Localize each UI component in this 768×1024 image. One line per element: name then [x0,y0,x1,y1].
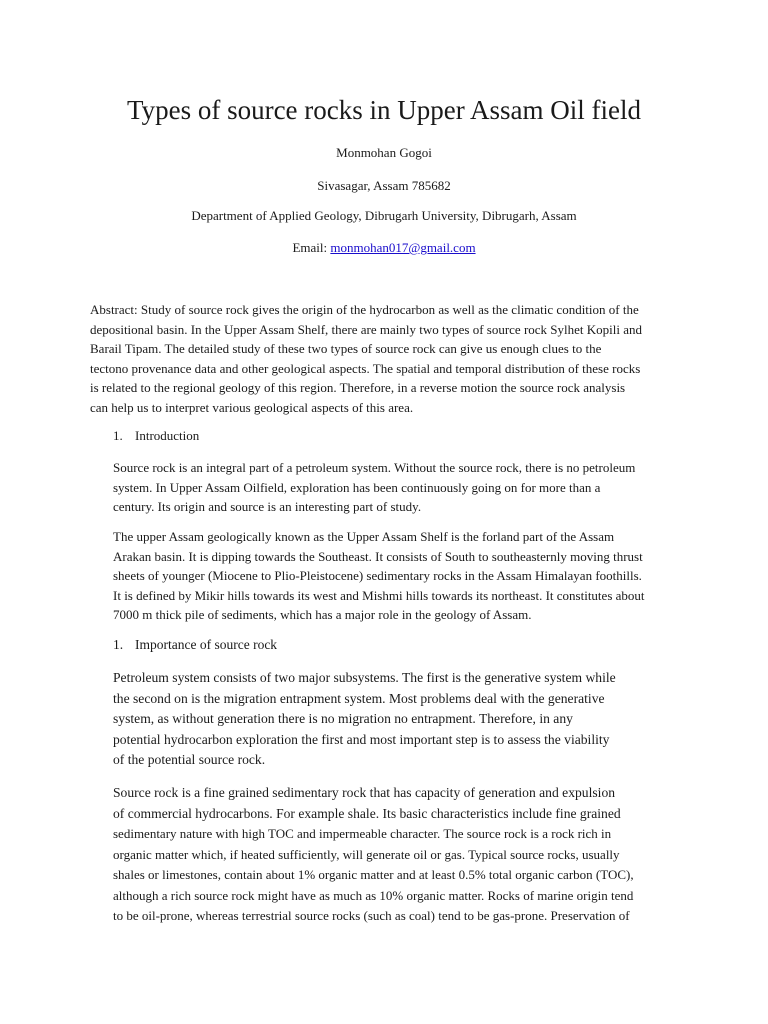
paragraph-line: sheets of younger (Miocene to Plio-Pleistocene) sedimentary rocks in the Assam Himalayan foothills. [113,568,642,583]
section-heading-introduction [113,427,199,445]
paper-title: Types of source rocks in Upper Assam Oil field [126,95,641,125]
introduction-paragraph-2 [113,527,673,625]
section-heading-importance [113,636,277,654]
section-number: 1. [113,428,123,443]
paragraph-line: although a rich source rock might have as much as 10% organic matter. Rocks of marine origin tend [113,887,634,903]
paragraph-line: century. Its origin and source is an interesting part of study. [113,499,422,514]
paragraph-line: of commercial hydrocarbons. For example shale. Its basic characteristics include fine grained [113,805,621,821]
author-email-line [0,239,768,257]
abstract [90,300,690,417]
email-link[interactable]: monmohan017@gmail.com [330,240,476,255]
abstract-line: Barail Tipam. The detailed study of these two types of source rock can give us enough clues to the [90,341,602,356]
paragraph-line: 7000 m thick pile of sediments, which has a major role in the geology of Assam. [113,607,532,622]
section-heading-text: Importance of source rock [135,637,278,652]
paragraph-line: Petroleum system consists of two major subsystems. The first is the generative system while [113,670,616,685]
paragraph-line: to be oil-prone, whereas terrestrial source rocks (such as coal) tend to be gas-prone. Preservation of [113,908,630,923]
abstract-line: depositional basin. In the Upper Assam Shelf, there are mainly two types of source rock Sylhet Kopili and [90,321,643,337]
paragraph-line: sedimentary nature with high TOC and impermeable character. The source rock is a rock rich in [113,826,612,841]
author-location: Sivasagar, Assam 785682 [317,178,451,193]
abstract-line: Abstract: Study of source rock gives the origin of the hydrocarbon as well as the climatic condition of the [90,302,639,317]
paragraph-line: Source rock is a fine grained sedimentary rock that has capacity of generation and expulsion [113,785,616,800]
paragraph-line: the second on is the migration entrapment system. Most problems deal with the generative [113,690,605,706]
email-label: Email: [292,240,328,255]
paragraph-line: Source rock is an integral part of a petroleum system. Without the source rock, there is no petroleum [113,460,636,475]
section-number: 1. [113,637,124,652]
author-department: Department of Applied Geology, Dibrugarh University, Dibrugarh, Assam [191,208,577,223]
author-name: Monmohan Gogoi [336,145,432,160]
paragraph-line: potential hydrocarbon exploration the first and most important step is to assess the viability [113,731,610,747]
paragraph-line: organic matter which, if heated sufficiently, will generate oil or gas. Typical source rocks, usually [113,846,620,862]
abstract-line: is related to the regional geology of this region. Therefore, in a reverse motion the source rock analysis [90,380,626,395]
paragraph-line: Arakan basin. It is dipping towards the Southeast. It consists of South to southeasternly moving thrust [113,548,643,564]
abstract-line: can help us to interpret various geological aspects of this area. [90,399,414,415]
paragraph-line: of the potential source rock. [113,752,266,767]
abstract-line: tectono provenance data and other geological aspects. The spatial and temporal distribution of these rocks [90,360,641,376]
paragraph-line: It is defined by Mikir hills towards its west and Mishmi hills towards its northeast. It constitutes about [113,587,645,603]
introduction-paragraph-1 [113,458,673,517]
section-heading-text: Introduction [135,428,200,443]
paragraph-line: shales or limestones, contain about 1% organic matter and at least 0.5% total organic carbon (TOC), [113,867,634,882]
paragraph-line: system. In Upper Assam Oilfield, exploration has been continuously going on for more than a [113,479,601,495]
paragraph-line: The upper Assam geologically known as the Upper Assam Shelf is the forland part of the Assam [113,529,615,544]
importance-paragraph-1 [113,668,673,771]
paragraph-line: system, as without generation there is no migration no entrapment. Therefore, in any [113,711,573,726]
importance-paragraph-2 [113,783,673,927]
